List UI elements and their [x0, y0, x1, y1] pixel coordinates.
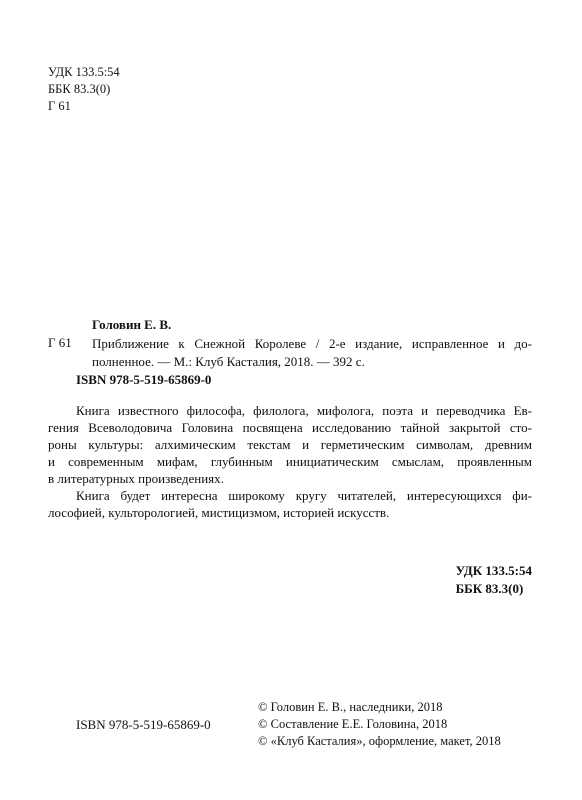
isbn-main: ISBN 978-5-519-65869-0 — [76, 372, 212, 387]
annotation-line-3: роны культуры: алхимическим текстам и герметическим символам, древним — [48, 437, 532, 452]
bbk-code: ББК 83.3(0) — [48, 82, 111, 96]
top-classification-codes — [48, 64, 120, 115]
copyright-notices — [258, 699, 501, 750]
annotation-line-5: в литературных произведениях. — [48, 471, 224, 486]
bib-line-1: Приближение к Снежной Королеве / 2-е издание, исправленное и до- — [92, 336, 532, 351]
annotation — [48, 402, 532, 521]
copyright-line-1: © Головин Е. В., наследники, 2018 — [258, 700, 443, 714]
udc-code-right: УДК 133.5:54 — [455, 563, 532, 578]
annotation-line-4: и современным мифам, глубинным инициатическим смыслам, проявленным — [48, 454, 532, 469]
annotation-line-6: Книга будет интересна широкому кругу читателей, интересующихся фи- — [76, 488, 532, 503]
annotation-line-1: Книга известного философа, филолога, мифолога, поэта и переводчика Ев- — [76, 403, 532, 418]
udc-code: УДК 133.5:54 — [48, 65, 120, 79]
copyright-line-2: © Составление Е.Е. Головина, 2018 — [258, 717, 448, 731]
author-mark: Г 61 — [48, 99, 71, 113]
right-classification-codes — [456, 562, 532, 598]
bbk-code-right: ББК 83.3(0) — [455, 581, 524, 596]
bib-line-2: полненное. — М.: Клуб Касталия, 2018. — 392 с. — [92, 354, 365, 369]
bibliographic-description — [92, 335, 532, 371]
copyright-line-3: © «Клуб Касталия», оформление, макет, 2018 — [258, 734, 501, 748]
annotation-line-7: лософией, культорологией, мистицизмом, историей искусств. — [48, 505, 390, 520]
annotation-line-2: гения Всеволодовича Головина посвящена исследованию тайной закрытой сто- — [48, 420, 532, 435]
author-name: Головин Е. В. — [92, 317, 172, 332]
catalog-code: Г 61 — [48, 335, 72, 350]
isbn-bottom: ISBN 978-5-519-65869-0 — [76, 717, 211, 732]
